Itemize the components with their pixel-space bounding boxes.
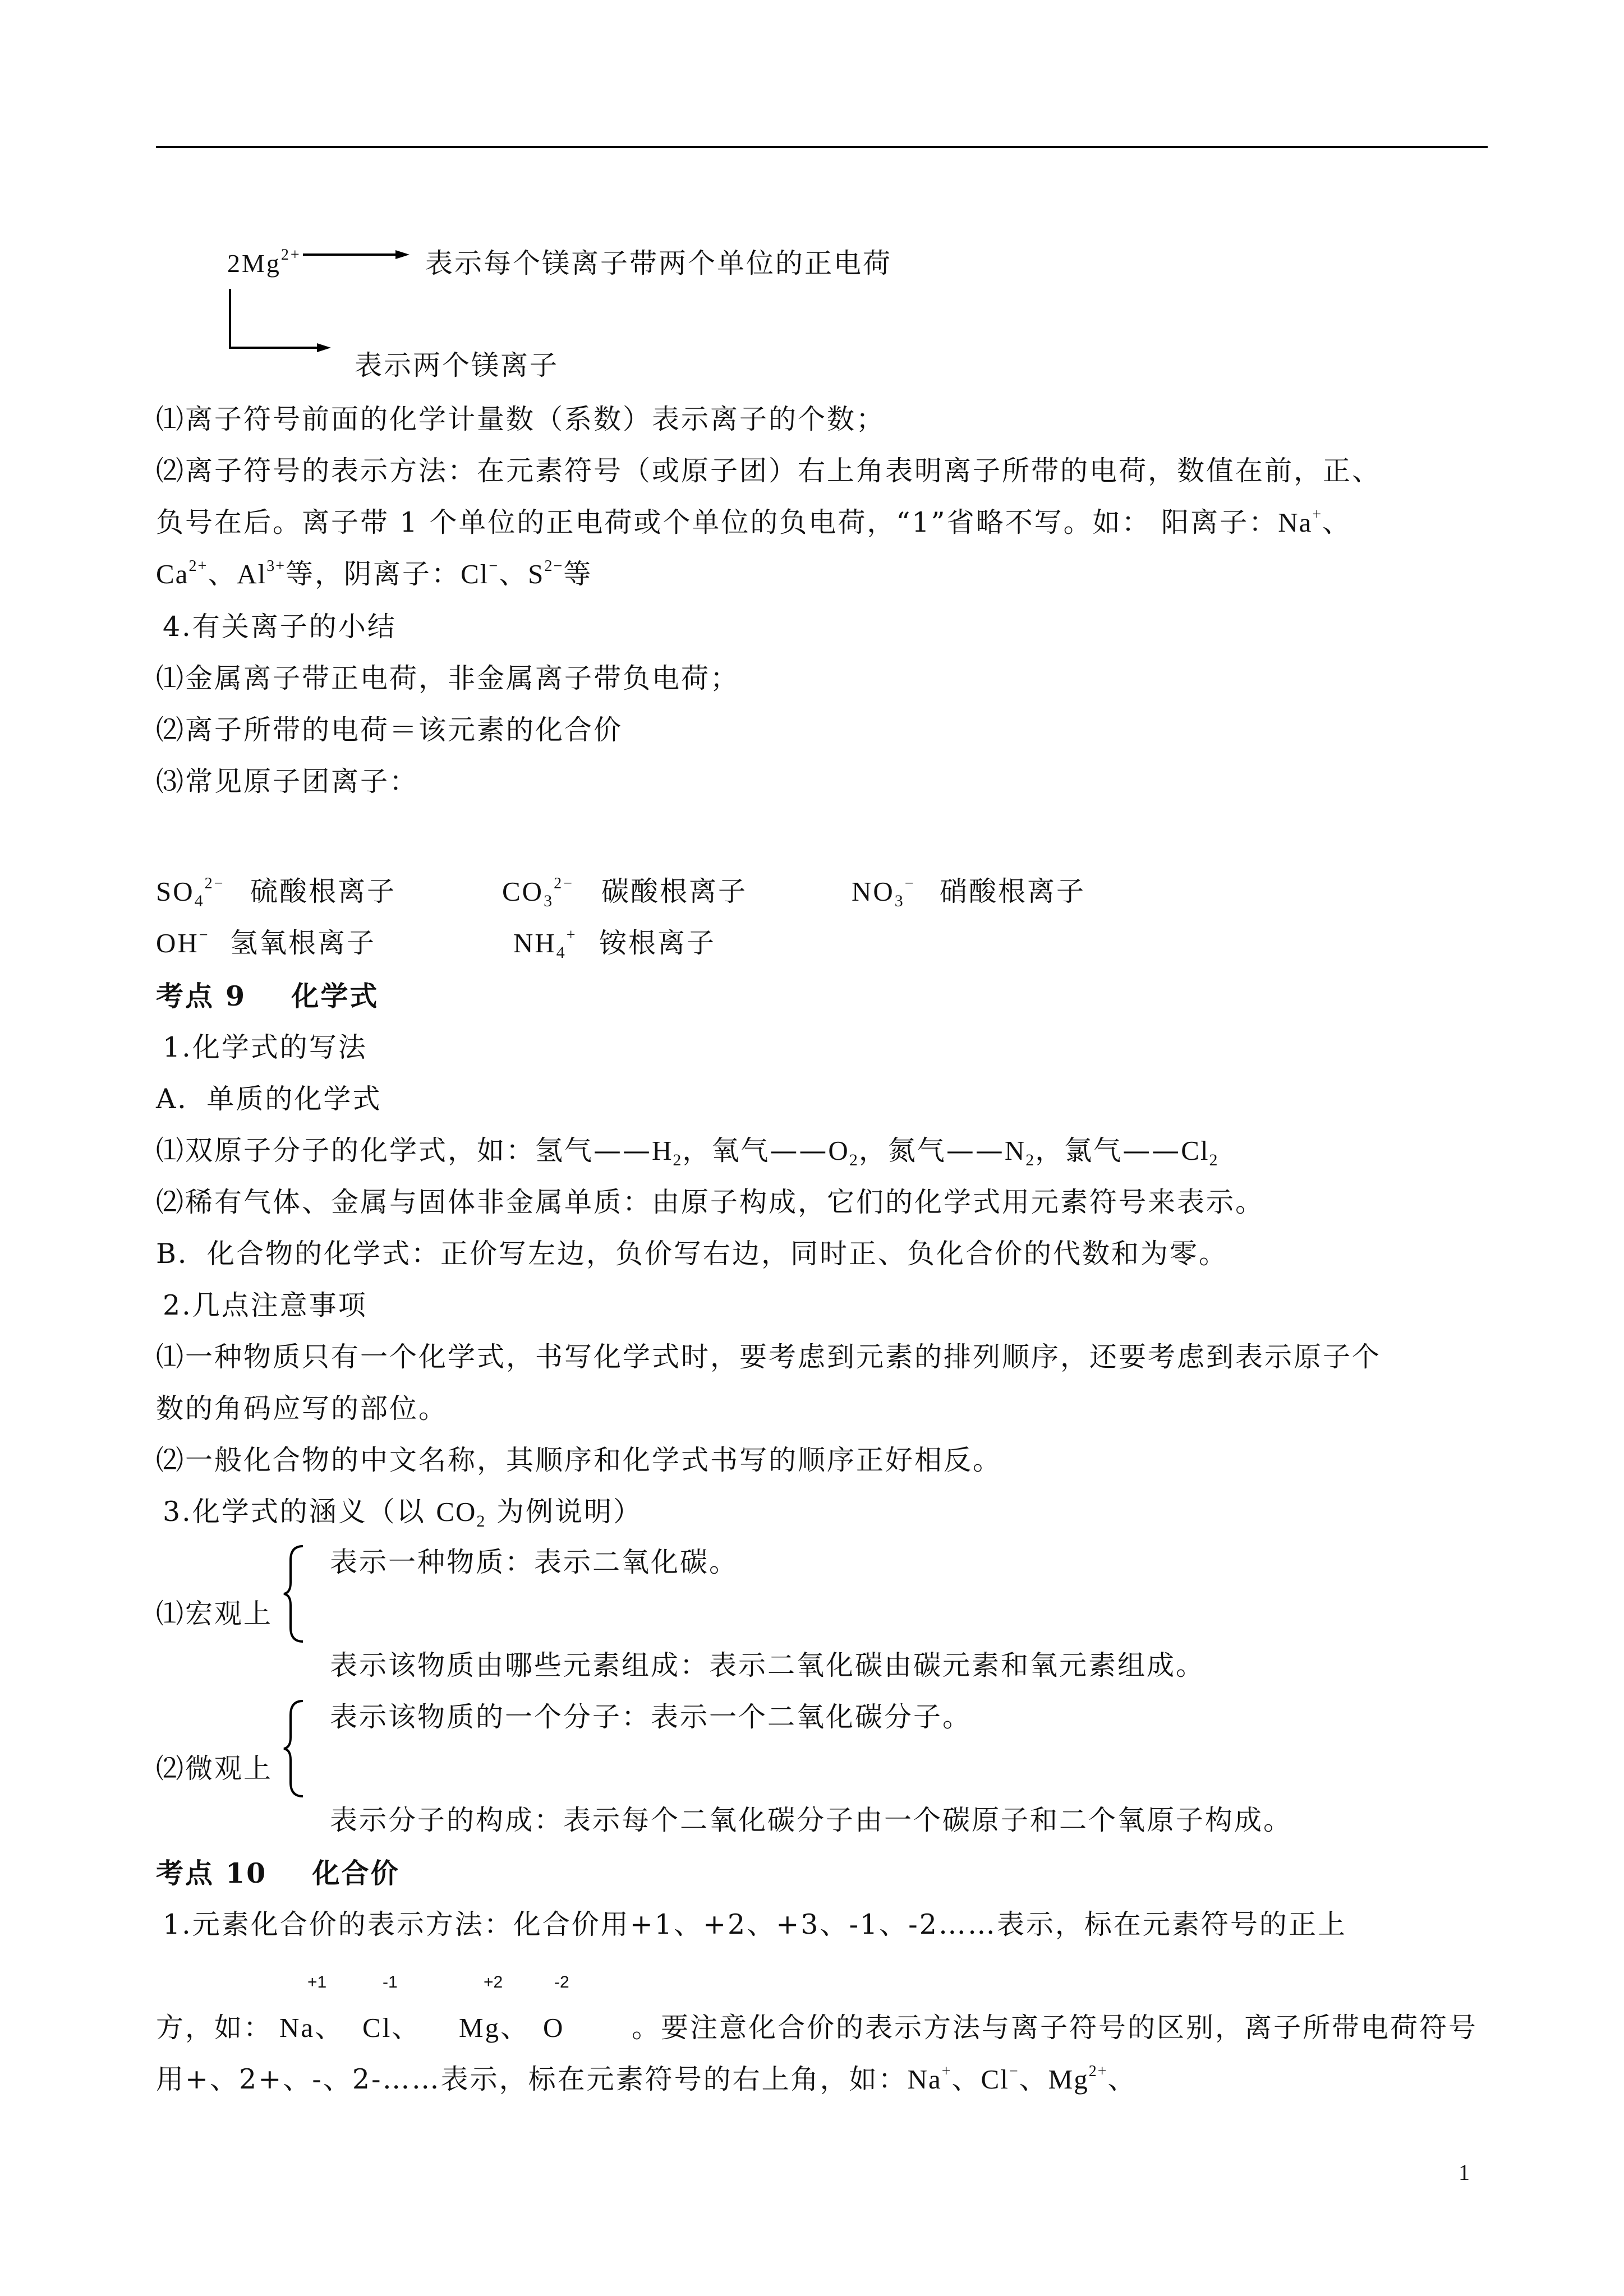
text-line: 方，如： 。要注意化合价的表示方法与离子符号的区别，离子所带电荷符号 bbox=[156, 2012, 1478, 2044]
radical-formula: $CO_3^{2-}$ bbox=[502, 875, 574, 910]
radical-formula: $SO_4^{2-}$ bbox=[156, 875, 225, 910]
text-line: ⑵离子符号的表示方法：在元素符号（或原子团）右上角表明离子所带的电荷，数值在前，正、 bbox=[156, 455, 1382, 487]
micro-meaning-2: 表示分子的构成：表示每个二氧化碳分子由一个碳原子和二个氧原子构成。 bbox=[330, 1804, 1293, 1836]
header-rule bbox=[156, 146, 1488, 148]
bracket-arrows-icon bbox=[224, 247, 415, 365]
section-heading: 3.化学式的涵义（以 $CO_2$ 为例说明） bbox=[163, 1496, 642, 1530]
text-line: ⑵稀有气体、金属与固体非金属单质：由原子构成，它们的化学式用元素符号来表示。 bbox=[156, 1186, 1265, 1218]
ion-charge: 2+ bbox=[280, 246, 301, 264]
valence-mark: +2 bbox=[484, 1973, 503, 1991]
section-heading: 4.有关离子的小结 bbox=[163, 611, 397, 643]
text-line: 数的角码应写的部位。 bbox=[156, 1393, 448, 1424]
meaning-charge: 表示每个镁离子带两个单位的正电荷 bbox=[425, 247, 892, 279]
topic-heading: 考点 10 化合价 bbox=[156, 1857, 400, 1889]
radical-formula: $NO_3^-$ bbox=[852, 875, 915, 910]
valence-mark: +1 bbox=[307, 1973, 327, 1991]
section-heading: 2.几点注意事项 bbox=[163, 1289, 367, 1321]
page-number: 1 bbox=[1459, 2160, 1470, 2185]
radical-name: 硫酸根离子 bbox=[250, 875, 397, 907]
text-line: 负号在后。离子带 1 个单位的正电荷或个单位的负电荷，“1”省略不写。如： 阳离子：Na+、 bbox=[156, 506, 1352, 538]
ion-formula: 2Mg bbox=[227, 249, 281, 278]
curly-brace-icon bbox=[280, 1698, 309, 1799]
section-heading: 1.化学式的写法 bbox=[163, 1031, 367, 1063]
valence-mg: Mg、 bbox=[459, 2012, 530, 2043]
valence-cl: Cl、 bbox=[362, 2012, 421, 2043]
text-line: 用+、2+、-、2-……表示，标在元素符号的右上角，如：Na+、Cl−、$Mg^{2+}$、 bbox=[156, 2063, 1137, 2095]
text-line: ⑶常见原子团离子： bbox=[156, 766, 419, 797]
radical-name: 铵根离子 bbox=[599, 927, 716, 959]
text-line: ⑴金属离子带正电荷，非金属离子带负电荷； bbox=[156, 662, 740, 694]
valence-mark: -1 bbox=[383, 1973, 398, 1991]
radical-name: 碳酸根离子 bbox=[601, 875, 748, 907]
radical-name: 硝酸根离子 bbox=[940, 875, 1086, 907]
valence-mark: -2 bbox=[554, 1973, 569, 1991]
curly-brace-icon bbox=[280, 1543, 309, 1644]
valence-na: Na、 bbox=[279, 2012, 344, 2043]
text-line: ⑵离子所带的电荷＝该元素的化合价 bbox=[156, 714, 623, 746]
micro-label: ⑵微观上 bbox=[156, 1753, 273, 1785]
text-line: $Ca^{2+}$、$Al^{3+}$等，阴离子：Cl−、$S^{2-}$等 bbox=[156, 557, 593, 590]
text-line: 1.元素化合价的表示方法：化合价用+1、+2、+3、-1、-2……表示，标在元素符号的正上 bbox=[163, 1908, 1347, 1940]
text-line: A．单质的化学式 bbox=[156, 1083, 382, 1115]
text-line: ⑴离子符号前面的化学计量数（系数）表示离子的个数； bbox=[156, 403, 886, 435]
text-line: ⑴一种物质只有一个化学式，书写化学式时，要考虑到元素的排列顺序，还要考虑到表示原子个 bbox=[156, 1341, 1382, 1373]
radical-formula: OH− bbox=[156, 926, 210, 958]
radical-formula: $NH_4^+$ bbox=[513, 926, 577, 962]
micro-meaning-1: 表示该物质的一个分子：表示一个二氧化碳分子。 bbox=[330, 1701, 972, 1733]
macro-label: ⑴宏观上 bbox=[156, 1598, 273, 1630]
macro-meaning-1: 表示一种物质：表示二氧化碳。 bbox=[330, 1546, 739, 1578]
macro-meaning-2: 表示该物质由哪些元素组成：表示二氧化碳由碳元素和氧元素组成。 bbox=[330, 1649, 1206, 1681]
text-line: ⑵一般化合物的中文名称，其顺序和化学式书写的顺序正好相反。 bbox=[156, 1444, 1002, 1476]
valence-o: O bbox=[543, 2012, 565, 2043]
text-line: ⑴双原子分子的化学式，如：氢气$——H_2$，氧气$——O_2$，氮气$——N_2$，氯气$——Cl_2$ bbox=[156, 1135, 1219, 1169]
meaning-count: 表示两个镁离子 bbox=[355, 349, 559, 381]
radical-name: 氢氧根离子 bbox=[230, 927, 376, 959]
text-line: B．化合物的化学式：正价写左边，负价写右边，同时正、负化合价的代数和为零。 bbox=[156, 1238, 1229, 1270]
topic-heading: 考点 9 化学式 bbox=[156, 980, 379, 1012]
